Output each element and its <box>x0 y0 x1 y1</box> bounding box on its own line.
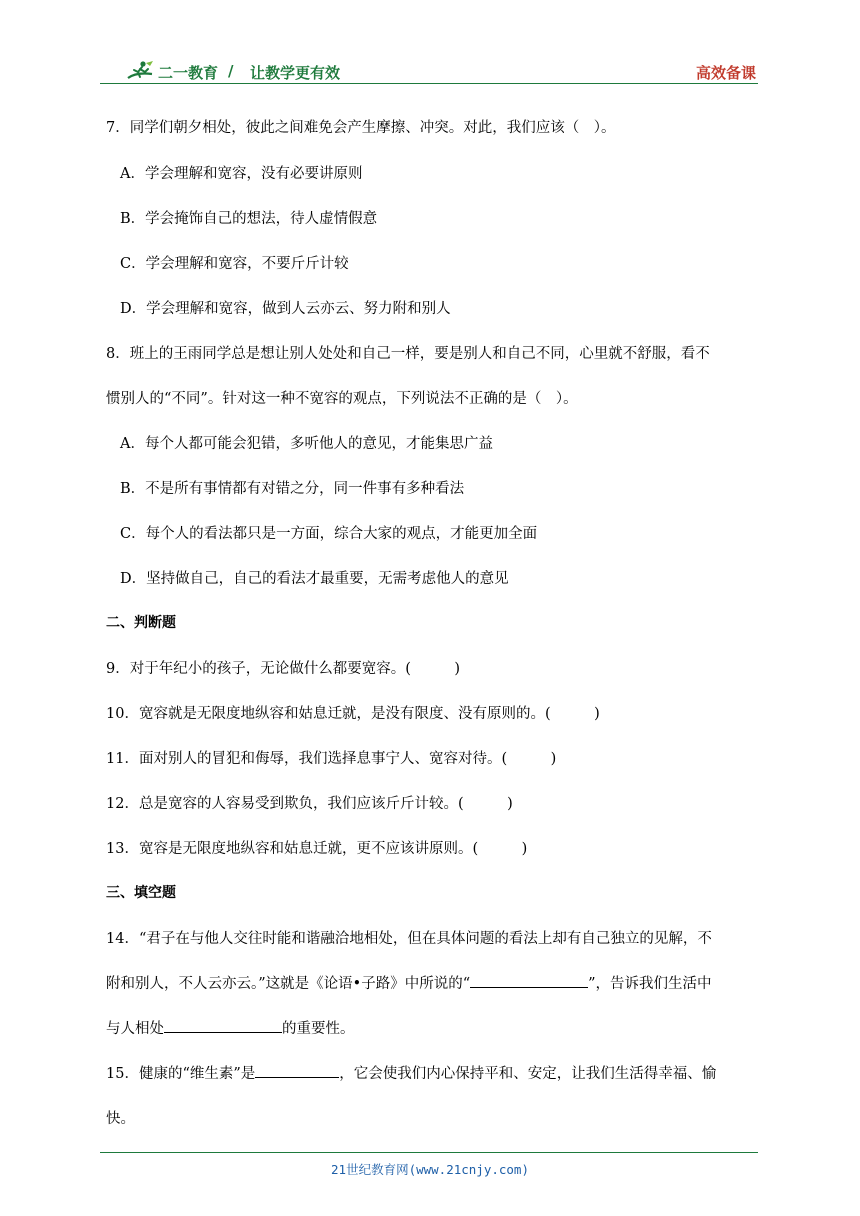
fill-item-15-text-a: 15．健康的“维生素”是 <box>106 1066 256 1082</box>
fill-item-14-line1: 14．“君子在与他人交往时能和谐融洽地相处，但在具体问题的看法上却有自己独立的见解，不 <box>106 931 712 947</box>
judge-item-9: 9．对于年纪小的孩子，无论做什么都要宽容。( ) <box>106 661 461 677</box>
judge-item-11: 11．面对别人的冒犯和侮辱，我们选择息事宁人、宽容对待。( ) <box>106 751 557 767</box>
question-8-stem-line1: 8．班上的王雨同学总是想让别人处处和自己一样，要是别人和自己不同，心里就不舒服，看不 <box>106 346 710 362</box>
answer-blank-15[interactable] <box>255 1063 339 1078</box>
section-3-title: 三、填空题 <box>106 885 176 901</box>
question-7-option-b: B．学会掩饰自己的想法，待人虚情假意 <box>120 211 378 227</box>
brand-slogan: 让教学更有效 <box>250 64 341 82</box>
fill-item-14-line3 <box>106 1017 355 1038</box>
header-badge: 高效备课 <box>695 64 756 82</box>
question-8-stem-line2: 惯别人的“不同”。针对这一种不宽容的观点，下列说法不正确的是（ ）。 <box>106 391 578 407</box>
fill-item-15-line2: 快。 <box>106 1111 135 1127</box>
question-8-option-b: B．不是所有事情都有对错之分，同一件事有多种看法 <box>120 481 465 497</box>
header-slash: / <box>228 62 234 80</box>
question-7-option-d: D．学会理解和宽容，做到人云亦云、努力附和别人 <box>120 301 451 317</box>
fill-item-14-text-d: 的重要性。 <box>282 1021 355 1037</box>
header-divider <box>100 83 758 84</box>
fill-item-14-text-a: 附和别人，不人云亦云。”这就是《论语•子路》中所说的“ <box>106 976 471 992</box>
fill-item-14-text-b: ”，告诉我们生活中 <box>588 976 712 992</box>
fill-item-14-line2 <box>106 972 712 993</box>
page-header <box>100 50 758 84</box>
fill-item-14-text-c: 与人相处 <box>106 1021 164 1037</box>
judge-item-10: 10．宽容就是无限度地纵容和姑息迁就，是没有限度、没有原则的。( ) <box>106 706 600 722</box>
judge-item-13: 13．宽容是无限度地纵容和姑息迁就，更不应该讲原则。( ) <box>106 841 528 857</box>
footer-link[interactable]: 21世纪教育网(www.21cnjy.com) <box>331 1162 529 1177</box>
fill-item-15-text-b: ，它会使我们内心保持平和、安定，让我们生活得幸福、愉 <box>339 1066 717 1082</box>
section-2-title: 二、判断题 <box>106 615 176 631</box>
question-8-option-a: A．每个人都可能会犯错，多听他人的意见，才能集思广益 <box>120 436 493 452</box>
question-8-option-d: D．坚持做自己，自己的看法才最重要，无需考虑他人的意见 <box>120 571 509 587</box>
judge-item-12: 12．总是宽容的人容易受到欺负，我们应该斤斤计较。( ) <box>106 796 513 812</box>
question-7-option-a: A．学会理解和宽容，没有必要讲原则 <box>120 166 363 182</box>
running-figure-logo-icon <box>126 60 156 82</box>
question-7-option-c: C．学会理解和宽容，不要斤斤计较 <box>120 256 349 272</box>
question-7-stem: 7．同学们朝夕相处，彼此之间难免会产生摩擦、冲突。对此，我们应该（ ）。 <box>106 120 616 136</box>
fill-item-15-line1 <box>106 1062 716 1083</box>
answer-blank-14a[interactable] <box>470 973 588 988</box>
question-8-option-c: C．每个人的看法都只是一方面，综合大家的观点，才能更加全面 <box>120 526 538 542</box>
answer-blank-14b[interactable] <box>164 1018 282 1033</box>
brand-name: 二一教育 <box>158 64 219 82</box>
footer-divider <box>100 1152 758 1153</box>
